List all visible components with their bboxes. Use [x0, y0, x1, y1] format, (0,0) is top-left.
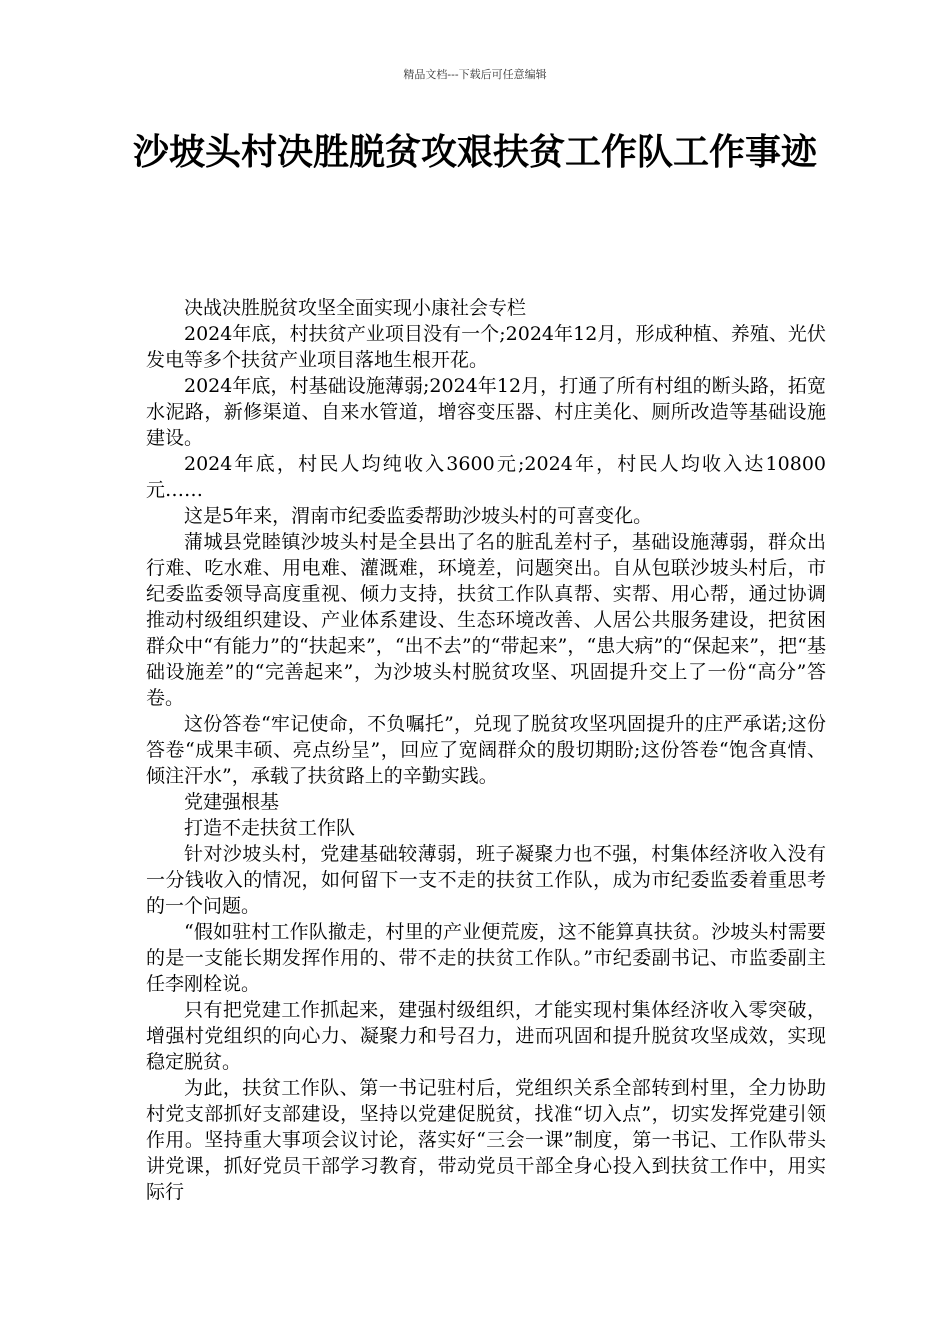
paragraph: 针对沙坡头村，党建基础较薄弱，班子凝聚力也不强，村集体经济收入没有一分钱收入的情况，如何留下一支不走的扶贫工作队，成为市纪委监委着重思考的一个问题。 [146, 843, 826, 917]
paragraph: 为此，扶贫工作队、第一书记驻村后，党组织关系全部转到村里，全力协助村党支部抓好支部建设，坚持以党建促脱贫，找准“切入点”，切实发挥党建引领作用。坚持重大事项会议讨论，落实好“三会一课”制度，第一书记、工作队带头讲党课，抓好党员干部学习教育，带动党员干部全身心投入到扶贫工作中，用实际行 [146, 1077, 826, 1203]
document-body [146, 295, 826, 1205]
paragraph: 这份答卷“牢记使命，不负嘱托”，兑现了脱贫攻坚巩固提升的庄严承诺;这份答卷“成果丰硕、亮点纷呈”，回应了宽阔群众的殷切期盼;这份答卷“饱含真情、倾注汗水”，承载了扶贫路上的辛勤实践。 [146, 713, 826, 787]
paragraph: 只有把党建工作抓起来，建强村级组织，才能实现村集体经济收入零突破，增强村党组织的向心力、凝聚力和号召力，进而巩固和提升脱贫攻坚成效，实现稳定脱贫。 [146, 999, 826, 1073]
document-title: 沙坡头村决胜脱贫攻艰扶贫工作队工作事迹 [132, 132, 817, 173]
paragraph: 2024年底，村基础设施薄弱;2024年12月，打通了所有村组的断头路，拓宽水泥路，新修渠道、自来水管道，增容变压器、村庄美化、厕所改造等基础设施建设。 [146, 375, 826, 449]
paragraph: 决战决胜脱贫攻坚全面实现小康社会专栏 [184, 297, 527, 319]
paragraph: “假如驻村工作队撤走，村里的产业便荒废，这不能算真扶贫。沙坡头村需要的是一支能长期发挥作用的、带不走的扶贫工作队。”市纪委副书记、市监委副主任李刚栓说。 [146, 921, 826, 995]
section-subheading: 打造不走扶贫工作队 [184, 817, 356, 839]
paragraph: 这是5年来，渭南市纪委监委帮助沙坡头村的可喜变化。 [184, 505, 653, 527]
section-heading: 党建强根基 [184, 791, 280, 813]
paragraph: 2024年底，村扶贫产业项目没有一个;2024年12月，形成种植、养殖、光伏发电等多个扶贫产业项目落地生根开花。 [146, 323, 826, 371]
paragraph: 2024年底，村民人均纯收入3600元;2024年，村民人均收入达10800元…… [146, 453, 826, 501]
header-note: 精品文档---下载后可任意编辑 [403, 68, 547, 81]
paragraph: 蒲城县党睦镇沙坡头村是全县出了名的脏乱差村子，基础设施薄弱，群众出行难、吃水难、用电难、灌溉难，环境差，问题突出。自从包联沙坡头村后，市纪委监委领导高度重视、倾力支持，扶贫工作队真帮、实帮、用心帮，通过协调推动村级组织建设、产业体系建设、生态环境改善、人居公共服务建设，把贫困群众中“有能力”的“扶起来”，“出不去”的“带起来”，“患大病”的“保起来”，把“基础设施差”的“完善起来”，为沙坡头村脱贫攻坚、巩固提升交上了一份“高分”答卷。 [146, 531, 826, 709]
